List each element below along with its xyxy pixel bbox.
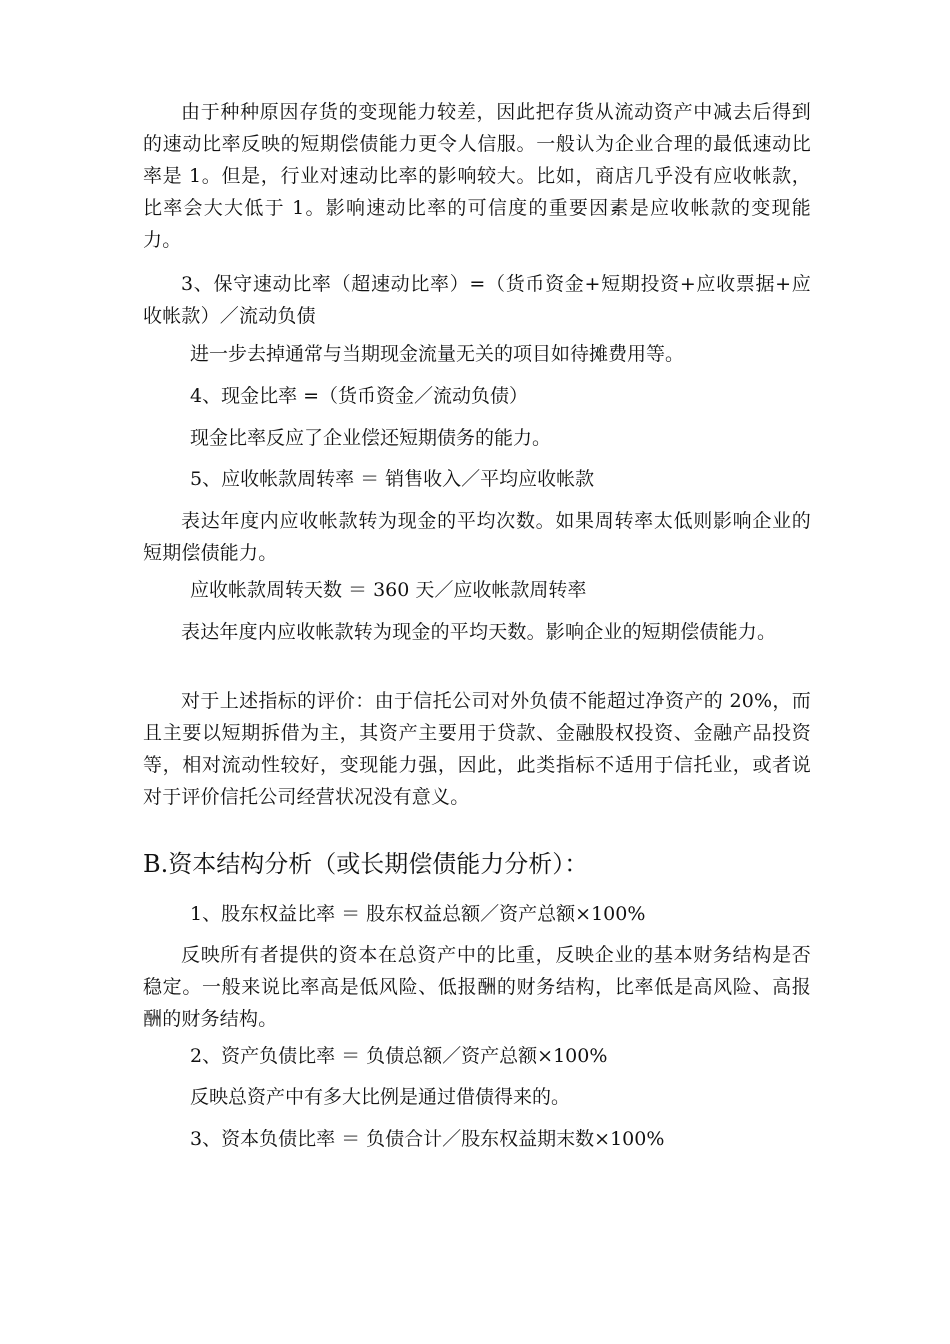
paragraph-indicator-evaluation: 对于上述指标的评价：由于信托公司对外负债不能超过净资产的 20%，而且主要以短期拆借为主，其资产主要用于贷款、金融股权投资、金融产品投资等，相对流动性较好，变现能力强，因此，此类指标不适用于信托业，或者说对于评价信托公司经营状况没有意义。 [143,690,811,808]
paragraph-cash-ratio-note: 现金比率反应了企业偿还短期债务的能力。 [190,427,552,449]
paragraph-debt-asset-ratio-note: 反映总资产中有多大比例是通过借债得来的。 [190,1086,571,1108]
paragraph-receivable-days-formula: 应收帐款周转天数 ＝ 360 天／应收帐款周转率 [190,579,587,601]
paragraph-equity-ratio-formula: 1、股东权益比率 ＝ 股东权益总额／资产总额×100% [190,903,646,925]
paragraph-debt-asset-ratio-formula: 2、资产负债比率 ＝ 负债总额／资产总额×100% [190,1045,608,1067]
paragraph-receivable-days-note: 表达年度内应收帐款转为现金的平均天数。影响企业的短期偿债能力。 [181,621,777,643]
paragraph-debt-equity-ratio-formula: 3、资本负债比率 ＝ 负债合计／股东权益期末数×100% [190,1128,665,1150]
paragraph-equity-ratio-note: 反映所有者提供的资本在总资产中的比重，反映企业的基本财务结构是否稳定。一般来说比率高是低风险、低报酬的财务结构，比率低是高风险、高报酬的财务结构。 [143,944,811,1030]
paragraph-conservative-quick-ratio-formula: 3、保守速动比率（超速动比率）=（货币资金+短期投资+应收票据+应收帐款）／流动负债 [143,273,811,327]
paragraph-receivable-turnover-formula: 5、应收帐款周转率 ＝ 销售收入／平均应收帐款 [190,468,595,490]
paragraph-receivable-turnover-note: 表达年度内应收帐款转为现金的平均次数。如果周转率太低则影响企业的短期偿债能力。 [143,510,811,564]
section-heading-capital-structure: B.资本结构分析（或长期偿债能力分析）： [143,850,589,878]
paragraph-quick-ratio-explanation: 由于种种原因存货的变现能力较差，因此把存货从流动资产中减去后得到的速动比率反映的短期偿债能力更令人信服。一般认为企业合理的最低速动比率是 1。但是，行业对速动比率的影响较大。比如，商店几乎没有应收帐款，比率会大大低于 1。影响速动比率的可信度的重要因素是应收帐款的变现能力。 [143,101,811,251]
paragraph-cash-ratio-formula: 4、现金比率 =（货币资金／流动负债） [190,385,529,407]
paragraph-conservative-quick-ratio-note: 进一步去掉通常与当期现金流量无关的项目如待摊费用等。 [190,343,685,365]
